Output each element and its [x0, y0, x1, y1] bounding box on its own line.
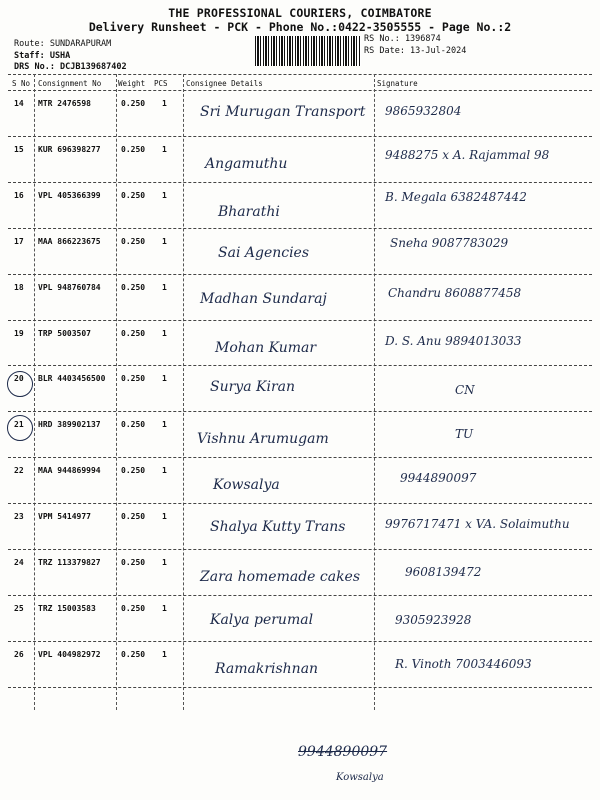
row-signature: 9305923928	[395, 612, 472, 627]
row-sno: 14	[14, 99, 24, 108]
row-pcs: 1	[162, 466, 167, 476]
row-pcs: 1	[162, 236, 167, 246]
row-consignment: VPL 948760784	[38, 282, 101, 292]
row-consignee: Bharathi	[218, 203, 280, 220]
row-sno: 20	[14, 374, 24, 384]
col-divider	[34, 74, 35, 710]
row-sno: 22	[14, 466, 24, 476]
row-sno: 21	[14, 420, 24, 430]
row-divider	[8, 136, 592, 137]
row-consignment: BLR 4403456500	[38, 374, 106, 384]
row-consignment: TRZ 15003583	[38, 603, 96, 613]
row-pcs: 1	[162, 649, 167, 659]
row-divider	[8, 503, 592, 504]
col-header-consignment: Consignment No	[38, 79, 102, 88]
row-pcs: 1	[162, 144, 167, 154]
row-sno: 17	[14, 236, 24, 246]
row-consignee: Madhan Sundaraj	[200, 290, 327, 307]
row-weight: 0.250	[121, 374, 146, 384]
col-divider	[116, 74, 117, 710]
row-signature: 9488275 x A. Rajammal 98	[385, 147, 550, 162]
row-signature: R. Vinoth 7003446093	[395, 656, 532, 671]
row-divider	[8, 595, 592, 596]
staff-label: Staff: USHA	[14, 51, 71, 61]
row-divider	[8, 641, 592, 642]
row-weight: 0.250	[121, 282, 146, 292]
circle-mark	[7, 415, 33, 441]
header-rule	[8, 90, 592, 91]
col-header-weight: Weight	[118, 79, 146, 88]
row-sno: 16	[14, 190, 24, 200]
row-weight: 0.250	[121, 190, 146, 200]
row-consignee: Sai Agencies	[218, 244, 310, 261]
row-pcs: 1	[162, 328, 167, 338]
row-pcs: 1	[162, 282, 167, 292]
row-weight: 0.250	[121, 236, 146, 246]
row-consignee: Sri Murugan Transport	[200, 104, 366, 120]
row-weight: 0.250	[121, 649, 146, 659]
row-consignment: VPL 404982972	[38, 649, 101, 659]
row-sno: 19	[14, 328, 24, 338]
row-signature: D. S. Anu 9894013033	[385, 333, 522, 348]
row-divider	[8, 411, 592, 412]
row-signature: TU	[455, 427, 474, 442]
row-weight: 0.250	[121, 420, 146, 430]
row-sno: 18	[14, 282, 24, 292]
barcode	[255, 36, 361, 66]
row-weight: 0.250	[121, 512, 146, 522]
row-signature: 9944890097	[400, 471, 477, 486]
runsheet-title: Delivery Runsheet - PCK - Phone No.:0422-3505555 - Page No.:2	[88, 20, 512, 34]
row-signature: 9976717471 x VA. Solaimuthu	[385, 517, 570, 532]
col-header-pcs: PCS	[154, 79, 168, 88]
row-consignee: Surya Kiran	[210, 379, 295, 396]
row-weight: 0.250	[121, 144, 146, 154]
rs-date: RS Date: 13-Jul-2024	[364, 46, 467, 56]
row-divider	[8, 549, 592, 550]
row-pcs: 1	[162, 99, 167, 108]
row-consignment: VPL 405366399	[38, 190, 101, 200]
row-divider	[8, 274, 592, 275]
row-consignee: Mohan Kumar	[215, 339, 317, 356]
row-sno: 15	[14, 144, 24, 154]
row-consignee: Vishnu Arumugam	[197, 431, 329, 448]
row-consignee: Shalya Kutty Trans	[210, 519, 346, 536]
row-signature: 9608139472	[405, 565, 482, 579]
circle-mark	[7, 371, 33, 397]
route-label: Route: SUNDARAPURAM	[14, 39, 112, 49]
col-divider	[183, 74, 184, 710]
col-header-sno: S No	[12, 79, 31, 88]
row-signature: Sneha 9087783029	[390, 235, 509, 250]
row-consignee: Zara homemade cakes	[200, 569, 361, 585]
row-weight: 0.250	[121, 328, 146, 338]
row-consignment: VPM 5414977	[38, 512, 91, 522]
row-divider	[8, 457, 592, 458]
row-divider	[8, 228, 592, 229]
row-consignment: MTR 2476598	[38, 99, 91, 108]
col-divider	[374, 74, 375, 710]
row-consignee: Ramakrishnan	[215, 660, 319, 677]
footer-signature: Kowsalya	[336, 772, 384, 783]
row-weight: 0.250	[121, 99, 146, 108]
row-sno: 26	[14, 649, 24, 659]
row-divider	[8, 182, 592, 183]
col-header-consignee: Consignee Details	[186, 79, 263, 88]
row-signature: CN	[455, 383, 475, 398]
row-consignment: MAA 866223675	[38, 236, 101, 246]
row-consignment: MAA 944869994	[38, 466, 101, 476]
row-divider	[8, 365, 592, 366]
row-divider	[8, 320, 592, 321]
row-consignee: Kowsalya	[213, 477, 280, 494]
row-weight: 0.250	[121, 603, 146, 613]
row-signature: 9865932804	[385, 104, 462, 118]
row-consignment: TRP 5003507	[38, 328, 91, 338]
row-sno: 23	[14, 512, 24, 522]
row-consignee: Kalya perumal	[210, 611, 314, 628]
table-top-rule	[8, 74, 592, 75]
row-divider	[8, 687, 592, 688]
row-consignment: HRD 389902137	[38, 420, 101, 430]
row-pcs: 1	[162, 420, 167, 430]
row-pcs: 1	[162, 603, 167, 613]
row-consignment: KUR 696398277	[38, 144, 101, 154]
drs-label: DRS No.: DCJB139687402	[14, 62, 127, 72]
row-pcs: 1	[162, 374, 167, 384]
row-weight: 0.250	[121, 466, 146, 476]
row-consignment: TRZ 113379827	[38, 558, 101, 567]
row-signature: Chandru 8608877458	[388, 285, 522, 300]
row-pcs: 1	[162, 558, 167, 567]
row-signature: B. Megala 6382487442	[385, 189, 527, 204]
row-weight: 0.250	[121, 558, 146, 567]
row-pcs: 1	[162, 512, 167, 522]
row-pcs: 1	[162, 190, 167, 200]
company-title: THE PROFESSIONAL COURIERS, COIMBATORE	[168, 6, 432, 20]
row-sno: 25	[14, 603, 24, 613]
row-sno: 24	[14, 558, 24, 567]
rs-number: RS No.: 1396874	[364, 34, 441, 44]
footer-number: 9944890097	[298, 744, 388, 760]
row-consignee: Angamuthu	[205, 155, 288, 172]
col-header-signature: Signature	[377, 79, 418, 88]
